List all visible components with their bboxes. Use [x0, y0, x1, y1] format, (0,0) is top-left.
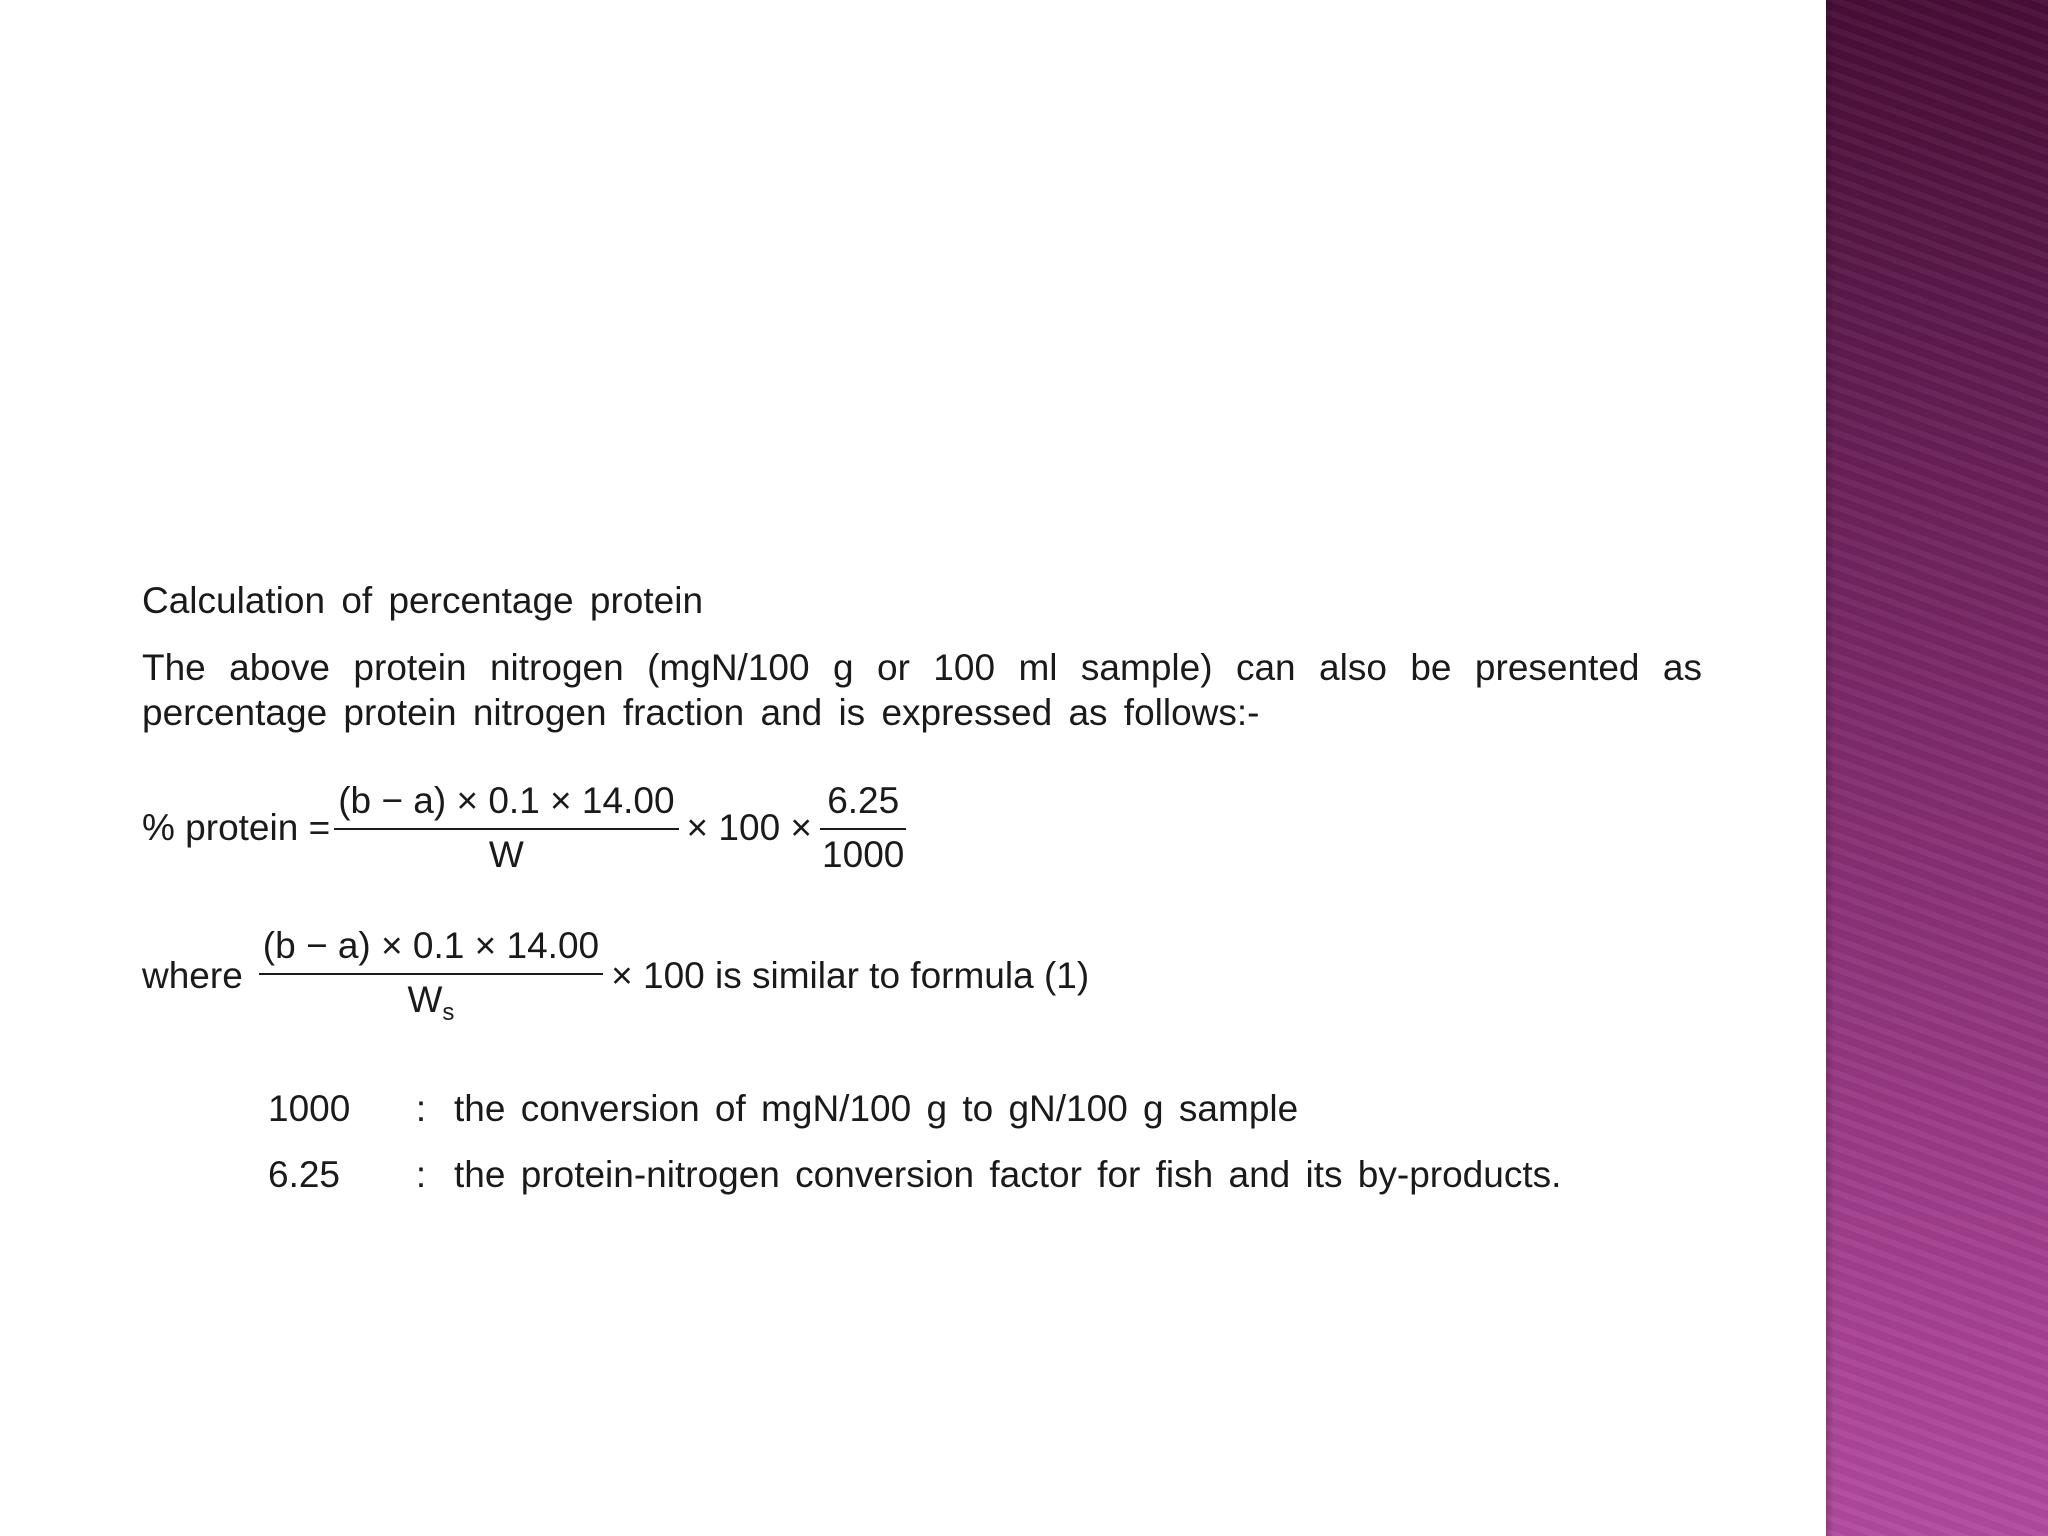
- definition-colon: :: [415, 1154, 427, 1195]
- definition-description: the conversion of mgN/100 g to gN/100 g sample: [454, 1088, 1299, 1129]
- where-fraction-numerator: (b − a) × 0.1 × 14.00: [259, 925, 603, 975]
- formula-fraction-2: [822, 780, 904, 876]
- where-tail: × 100 is similar to formula (1): [611, 955, 1090, 996]
- sidebar-shadow: [1826, 0, 1834, 1536]
- definition-colon: :: [415, 1088, 427, 1129]
- definition-term: 1000: [268, 1088, 351, 1129]
- where-denominator-subscript: s: [442, 999, 455, 1026]
- definition-description: the protein-nitrogen conversion factor for fish and its by-products.: [454, 1154, 1562, 1195]
- formula-fraction-1: [336, 780, 676, 876]
- fraction-2-numerator: 6.25: [820, 780, 906, 830]
- where-label: where: [142, 955, 243, 996]
- fraction-2-denominator: 1000: [822, 834, 905, 875]
- fraction-1-denominator: W: [488, 834, 524, 875]
- formula-lhs: % protein =: [142, 807, 331, 848]
- where-fraction: [261, 925, 601, 1027]
- text-block: [142, 578, 1702, 735]
- definition-row: [268, 1076, 1561, 1142]
- definition-term: 6.25: [268, 1154, 341, 1195]
- where-denominator-base: W: [407, 979, 443, 1020]
- formula-multiplier: × 100 ×: [686, 807, 813, 848]
- fraction-1-numerator: (b − a) × 0.1 × 14.00: [334, 780, 678, 830]
- definition-row: [268, 1142, 1561, 1208]
- decorative-sidebar: [1826, 0, 2048, 1536]
- where-fraction-denominator: [407, 975, 454, 1027]
- protein-formula: [142, 780, 910, 876]
- where-formula: [142, 925, 1093, 1027]
- intro-paragraph: The above protein nitrogen (mgN/100 g or 100 ml sample) can also be presented as percentage protein nitrogen fraction and is expressed as follows:-: [142, 647, 1702, 734]
- sidebar-texture: [1826, 0, 2048, 1536]
- definitions-list: [268, 1076, 1561, 1208]
- section-heading: Calculation of percentage protein: [142, 580, 704, 621]
